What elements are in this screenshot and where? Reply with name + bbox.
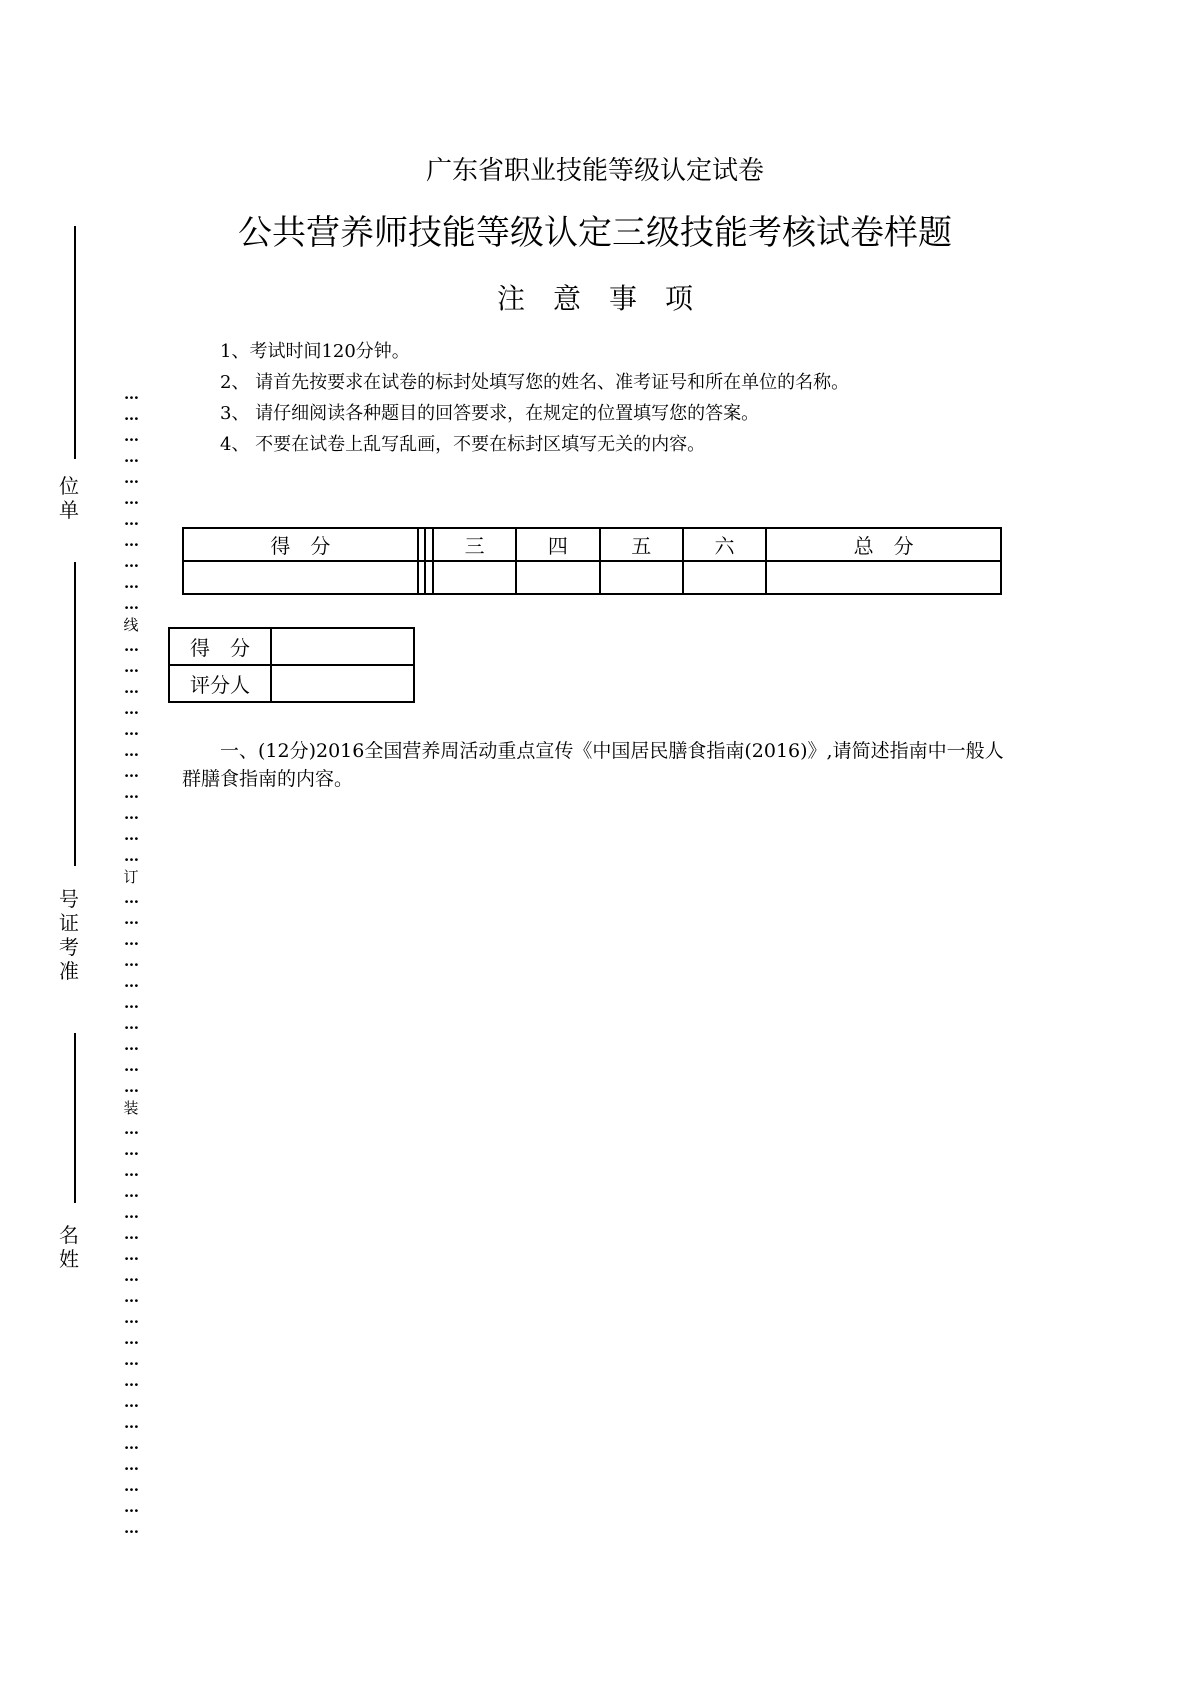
exam-id-label bbox=[57, 887, 81, 983]
score-header-cell: 得 分 bbox=[183, 528, 418, 561]
binding-dots: … bbox=[124, 994, 138, 1012]
binding-dots: … bbox=[124, 784, 138, 802]
score-header-cell: 六 bbox=[683, 528, 766, 561]
score-value-cell[interactable] bbox=[516, 561, 599, 594]
binding-dots: … bbox=[124, 805, 138, 823]
binding-dots: … bbox=[124, 385, 138, 403]
binding-dots: … bbox=[124, 1246, 138, 1264]
score-value-cell[interactable] bbox=[418, 561, 426, 594]
binding-dots: … bbox=[124, 658, 138, 676]
binding-dots: … bbox=[124, 1162, 138, 1180]
binding-dots: … bbox=[124, 973, 138, 991]
score-value-cell[interactable] bbox=[425, 561, 433, 594]
score-value-cell[interactable] bbox=[433, 561, 516, 594]
binding-line-2 bbox=[74, 562, 76, 866]
notice-heading: 注 意 事 项 bbox=[496, 282, 693, 315]
grader-label: 评分人 bbox=[169, 665, 271, 702]
binding-dots: … bbox=[124, 1456, 138, 1474]
binding-marker: 线 bbox=[123, 616, 139, 634]
binding-dots: … bbox=[124, 637, 138, 655]
binding-dots: … bbox=[124, 1372, 138, 1390]
score-value-cell[interactable] bbox=[683, 561, 766, 594]
score-header-cell bbox=[418, 528, 426, 561]
grader-table bbox=[168, 627, 415, 703]
binding-dots: … bbox=[124, 1519, 138, 1537]
binding-dots: … bbox=[124, 826, 138, 844]
score-value-row bbox=[183, 561, 1001, 594]
grader-entry-cell[interactable] bbox=[271, 665, 414, 702]
binding-dots: … bbox=[124, 1141, 138, 1159]
binding-dots: … bbox=[124, 847, 138, 865]
binding-dots: … bbox=[124, 1351, 138, 1369]
binding-marker: 装 bbox=[123, 1099, 139, 1117]
binding-dots: … bbox=[124, 889, 138, 907]
unit-label bbox=[57, 474, 81, 522]
score-header-cell: 五 bbox=[600, 528, 683, 561]
notice-item: 4、 不要在试卷上乱写乱画，不要在标封区填写无关的内容。 bbox=[220, 434, 706, 455]
binding-dots: … bbox=[124, 490, 138, 508]
binding-dots: … bbox=[124, 1078, 138, 1096]
binding-dots: … bbox=[124, 1036, 138, 1054]
binding-dots: … bbox=[124, 1393, 138, 1411]
binding-dots: … bbox=[124, 742, 138, 760]
score-value-cell[interactable] bbox=[766, 561, 1001, 594]
binding-dots: … bbox=[124, 1477, 138, 1495]
binding-dots: … bbox=[124, 1330, 138, 1348]
binding-dots: … bbox=[124, 763, 138, 781]
unit-label-text: 位单 bbox=[59, 474, 79, 522]
notice-item: 2、 请首先按要求在试卷的标封处填写您的姓名、准考证号和所在单位的名称。 bbox=[220, 372, 850, 393]
notice-item: 1、考试时间120分钟。 bbox=[220, 341, 410, 362]
question-1: 一、(12分)2016全国营养周活动重点宣传《中国居民膳食指南(2016)》,请简述指南中一般人群膳食指南的内容。 bbox=[182, 740, 1004, 790]
binding-dots: … bbox=[124, 910, 138, 928]
score-value-cell[interactable] bbox=[600, 561, 683, 594]
binding-dots: … bbox=[124, 721, 138, 739]
binding-dots: … bbox=[124, 595, 138, 613]
binding-dots: … bbox=[124, 574, 138, 592]
binding-dots: … bbox=[124, 1057, 138, 1075]
binding-dots: … bbox=[124, 469, 138, 487]
binding-dots: … bbox=[124, 931, 138, 949]
page-title: 公共营养师技能等级认定三级技能考核试卷样题 bbox=[238, 213, 952, 253]
binding-dots: … bbox=[124, 1204, 138, 1222]
binding-dots: … bbox=[124, 1267, 138, 1285]
score-summary-table bbox=[182, 527, 1002, 595]
binding-dots: … bbox=[124, 700, 138, 718]
binding-dots: … bbox=[124, 1414, 138, 1432]
binding-line-1 bbox=[74, 226, 76, 459]
score-value-cell[interactable] bbox=[183, 561, 418, 594]
binding-dots: … bbox=[124, 1435, 138, 1453]
binding-dots: … bbox=[124, 511, 138, 529]
grader-row-grader bbox=[169, 665, 414, 702]
score-entry-cell[interactable] bbox=[271, 628, 414, 665]
exam-id-label-text: 号证考准 bbox=[59, 887, 79, 983]
score-header-cell: 三 bbox=[433, 528, 516, 561]
binding-dots: … bbox=[124, 1225, 138, 1243]
notice-item: 3、 请仔细阅读各种题目的回答要求，在规定的位置填写您的答案。 bbox=[220, 403, 760, 424]
binding-line-3 bbox=[74, 1033, 76, 1203]
score-header-cell: 四 bbox=[516, 528, 599, 561]
binding-dots: … bbox=[124, 406, 138, 424]
binding-dots: … bbox=[124, 1120, 138, 1138]
binding-dots: … bbox=[124, 1309, 138, 1327]
binding-dots-column bbox=[118, 384, 144, 1539]
binding-dots: … bbox=[124, 679, 138, 697]
binding-dots: … bbox=[124, 1015, 138, 1033]
binding-dots: … bbox=[124, 448, 138, 466]
score-label: 得 分 bbox=[169, 628, 271, 665]
binding-marker: 订 bbox=[123, 868, 139, 886]
name-label-text: 名姓 bbox=[59, 1223, 79, 1271]
binding-dots: … bbox=[124, 1288, 138, 1306]
binding-dots: … bbox=[124, 553, 138, 571]
binding-dots: … bbox=[124, 952, 138, 970]
name-label bbox=[57, 1223, 81, 1271]
notice-list bbox=[220, 336, 849, 460]
grader-row-score bbox=[169, 628, 414, 665]
score-header-row bbox=[183, 528, 1001, 561]
binding-dots: … bbox=[124, 1498, 138, 1516]
page-supertitle: 广东省职业技能等级认定试卷 bbox=[425, 156, 764, 186]
score-header-cell: 总 分 bbox=[766, 528, 1001, 561]
binding-dots: … bbox=[124, 1183, 138, 1201]
binding-dots: … bbox=[124, 427, 138, 445]
score-header-cell bbox=[425, 528, 433, 561]
binding-dots: … bbox=[124, 532, 138, 550]
